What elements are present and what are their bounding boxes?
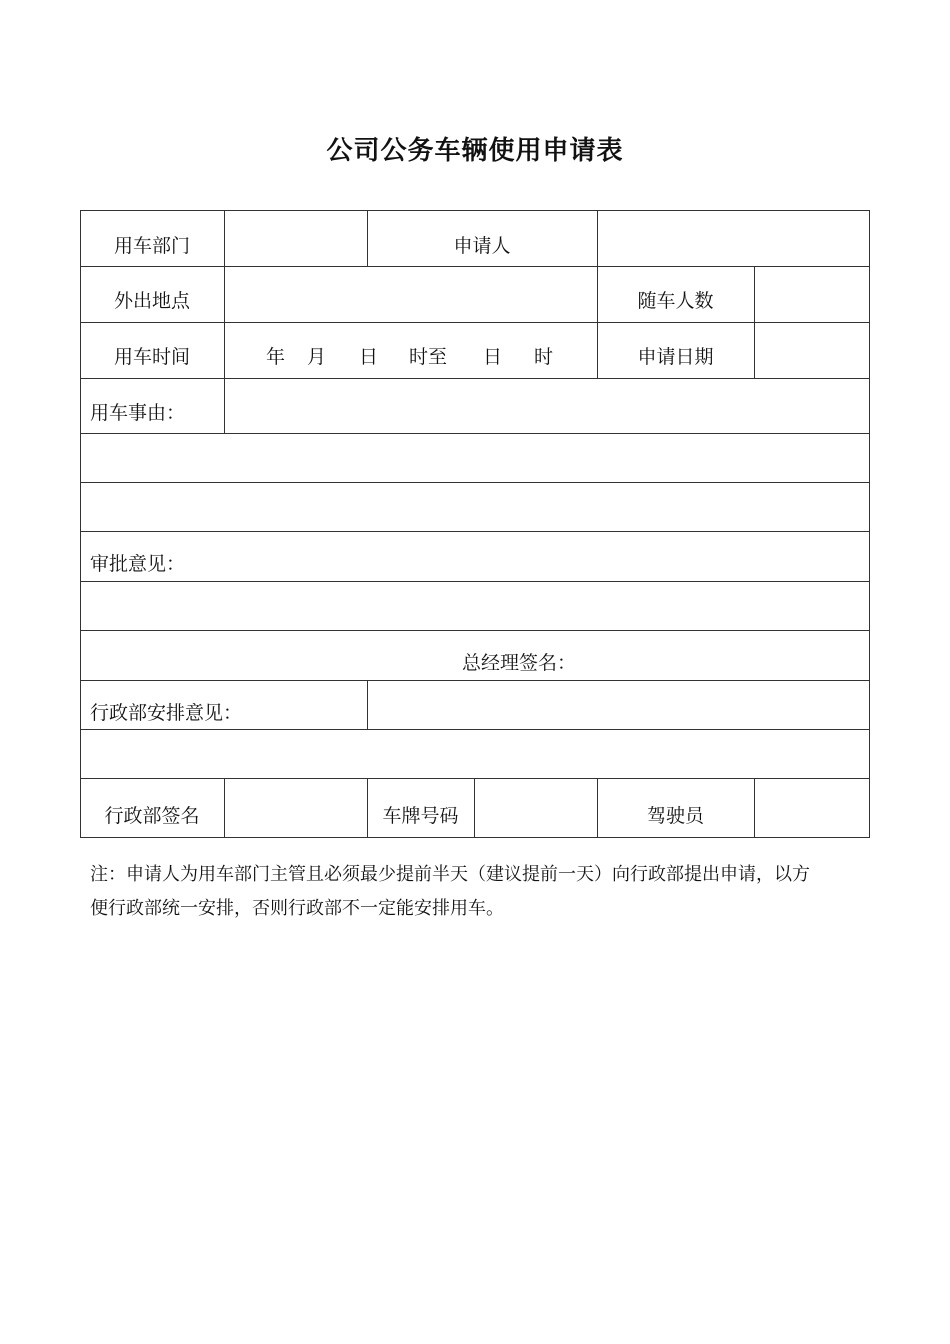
gm-signature-label: 总经理签名：	[462, 652, 577, 674]
admin-signature-label: 行政部签名	[104, 805, 200, 827]
reason-value-field[interactable]	[225, 379, 869, 433]
note-line-2: 便行政部统一安排，否则行政部不一定能安排用车。	[90, 898, 504, 919]
approval-continuation-field[interactable]	[81, 582, 869, 630]
department-value-field[interactable]	[225, 211, 367, 266]
applicant-value-field[interactable]	[598, 211, 869, 266]
usage-time-end-day: 日	[483, 346, 503, 368]
application-date-label: 申请日期	[637, 346, 714, 368]
passenger-count-label: 随车人数	[637, 290, 714, 312]
approval-label: 审批意见：	[90, 553, 186, 575]
admin-arrangement-label: 行政部安排意见：	[90, 702, 243, 724]
reason-continuation-field[interactable]	[81, 434, 869, 482]
vehicle-application-form	[80, 210, 870, 838]
application-date-value-field[interactable]	[755, 323, 869, 378]
department-label: 用车部门	[113, 235, 190, 257]
reason-continuation-field[interactable]	[81, 483, 869, 531]
admin-signature-value-field[interactable]	[225, 779, 367, 837]
passenger-count-value-field[interactable]	[755, 267, 869, 322]
note-line-1: 注：申请人为用车部门主管且必须最少提前半天（建议提前一天）向行政部提出申请，以方	[90, 864, 810, 885]
row-divider	[80, 531, 870, 532]
col-divider	[224, 322, 225, 378]
usage-time-hour-to: 时至	[409, 346, 448, 368]
driver-label: 驾驶员	[646, 805, 704, 827]
usage-time-label: 用车时间	[113, 346, 190, 368]
table-border-bottom	[80, 837, 870, 838]
destination-label: 外出地点	[113, 290, 190, 312]
admin-arrangement-continuation-field[interactable]	[81, 730, 869, 778]
admin-arrangement-value-field[interactable]	[368, 681, 869, 729]
destination-value-field[interactable]	[225, 267, 597, 322]
plate-number-label: 车牌号码	[382, 805, 459, 827]
usage-time-year: 年	[266, 346, 286, 368]
usage-time-month: 月	[307, 346, 327, 368]
row-divider	[80, 630, 870, 631]
driver-value-field[interactable]	[755, 779, 869, 837]
row-divider	[80, 322, 870, 323]
application-note	[90, 858, 870, 926]
table-border-right	[869, 210, 870, 838]
usage-time-day: 日	[359, 346, 379, 368]
plate-number-value-field[interactable]	[475, 779, 597, 837]
usage-time-end-hour: 时	[534, 346, 554, 368]
form-title: 公司公务车辆使用申请表	[326, 136, 624, 166]
reason-label: 用车事由：	[90, 402, 186, 424]
applicant-label: 申请人	[453, 235, 511, 257]
